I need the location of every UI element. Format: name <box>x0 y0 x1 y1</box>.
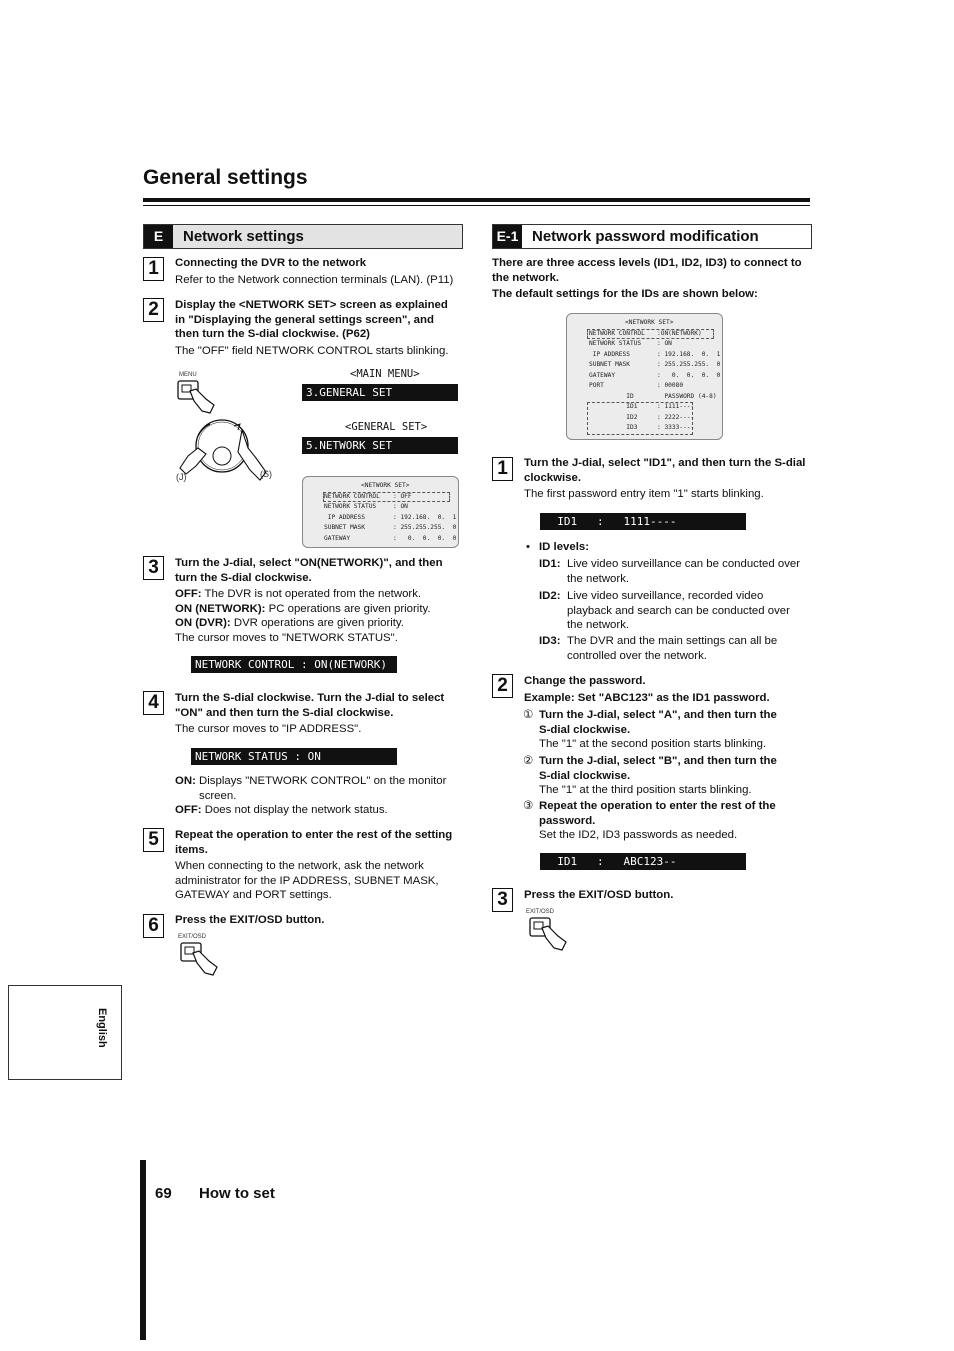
definition: The DVR and the main settings can all be <box>567 635 778 647</box>
step-instruction: clockwise. <box>524 471 581 484</box>
step-instruction: Display the <NETWORK SET> screen as explained <box>175 299 448 311</box>
exit-osd-button-label: EXIT/OSD <box>178 934 207 940</box>
exit-osd-button-press-icon <box>179 941 225 979</box>
definition: playback and search can be conducted over <box>567 604 790 617</box>
substep-instruction: Repeat the operation to enter the rest of the <box>539 800 776 812</box>
language-tab-label: English <box>96 1008 108 1048</box>
screen-row-value: : ON <box>657 340 672 347</box>
screen-row-value: : 192.168. 0. 1 <box>657 350 721 358</box>
step-instruction: in "Displaying the general settings screen", and <box>175 313 434 326</box>
screen-heading: <NETWORK SET> <box>361 482 410 489</box>
page-title: General settings <box>143 166 308 189</box>
step-instruction: Connecting the DVR to the network <box>175 257 367 269</box>
section-heading: Network settings <box>183 228 304 245</box>
step-number: 3 <box>143 556 164 580</box>
step-instruction: Turn the J-dial, select "ID1", and then turn the S-dial <box>524 457 806 469</box>
screen-row-label: IP ADDRESS <box>589 350 630 358</box>
definition: DVR operations are given priority. <box>230 617 404 629</box>
main-menu-heading: <MAIN MENU> <box>350 368 420 380</box>
screen-row-label: ID1 <box>589 403 638 410</box>
screen-row-value: : 0. 0. 0. 0 <box>393 534 457 542</box>
osd-network-status: NETWORK STATUS : ON <box>191 748 397 765</box>
page-number: 69 <box>155 1185 172 1202</box>
definition: screen. <box>199 789 237 802</box>
definition: the network. <box>567 619 630 631</box>
definition: Displays "NETWORK CONTROL" on the monitor <box>195 775 447 787</box>
substep-b <box>539 754 819 798</box>
screen-row-value: : 00080 <box>657 382 684 389</box>
general-set-heading: <GENERAL SET> <box>345 421 428 433</box>
screen-row-value: : 3333---- <box>657 424 695 431</box>
step-number: 5 <box>143 828 164 852</box>
step-instruction: Press the EXIT/OSD button. <box>524 889 674 901</box>
step-note: The "OFF" field NETWORK CONTROL starts blinking. <box>175 344 449 357</box>
step-note: administrator for the IP ADDRESS, SUBNET MASK, <box>175 874 439 887</box>
term: ID3: <box>539 635 561 647</box>
footer-section-label: How to set <box>199 1185 275 1202</box>
step-5-text <box>175 828 467 903</box>
screen-row-label: NETWORK CONTROL <box>324 492 380 500</box>
screen-row-label: NETWORK STATUS <box>589 340 642 347</box>
screen-row-label: NETWORK CONTROL <box>589 329 645 337</box>
bullet: • <box>526 541 530 553</box>
screen-row-label: SUBNET MASK <box>324 524 365 531</box>
step-instruction: items. <box>175 843 208 856</box>
step-number: 6 <box>143 914 164 938</box>
screen-row-label: ID <box>589 392 634 400</box>
intro-line: There are three access levels (ID1, ID2, ID3) to connect to <box>492 257 802 269</box>
title-rule <box>143 198 810 202</box>
osd-id1-default: ID1 : 1111---- <box>540 513 746 530</box>
term: ON (NETWORK): <box>175 602 266 615</box>
term: ID2: <box>539 590 561 602</box>
step-instruction: Repeat the operation to enter the rest of the setting <box>175 829 453 841</box>
step-instruction: Turn the S-dial clockwise. Turn the J-dial to select <box>175 692 445 704</box>
step-instruction: Press the EXIT/OSD button. <box>175 914 325 926</box>
screen-row-value: : 0. 0. 0. 0 <box>657 371 721 379</box>
menu-button-label: MENU <box>179 372 197 378</box>
substep-a-mark: ① <box>523 709 534 721</box>
screen-row-value: : 255.255.255. 0 <box>393 524 457 531</box>
intro-line: the network. <box>492 271 560 284</box>
intro-line: The default settings for the IDs are shown below: <box>492 288 758 300</box>
screen-row-label: PORT <box>589 382 604 389</box>
substep-instruction: S-dial clockwise. <box>539 723 631 736</box>
step-number: 4 <box>143 691 164 715</box>
screen-row-label: IP ADDRESS <box>324 513 365 521</box>
substep-b-mark: ② <box>523 755 534 767</box>
exit-osd-button-label: EXIT/OSD <box>526 909 555 915</box>
substep-note: The "1" at the third position starts blinking. <box>539 784 752 796</box>
screen-row-label: NETWORK STATUS <box>324 503 377 510</box>
step-1-text <box>175 256 465 287</box>
option-off <box>175 587 465 602</box>
term: ON: <box>175 775 196 787</box>
step-instruction: "ON" and then turn the S-dial clockwise. <box>175 706 394 719</box>
substep-instruction: Turn the J-dial, select "A", and then turn the <box>539 709 777 721</box>
step-4-options <box>175 774 465 818</box>
j-dial-label: (J) <box>176 472 187 482</box>
step-note: The cursor moves to "IP ADDRESS". <box>175 723 362 735</box>
term: OFF: <box>175 804 202 816</box>
definition: Does not display the network status. <box>201 804 388 816</box>
section-header-network-settings <box>143 224 463 249</box>
title-rule-thin <box>143 205 810 206</box>
definition: The DVR is not operated from the network. <box>201 588 422 600</box>
definition: PC operations are given priority. <box>265 602 431 615</box>
step-number: 1 <box>492 457 513 481</box>
step-number: 2 <box>143 298 164 322</box>
section-tag: E <box>144 225 173 248</box>
network-set-screen-left <box>302 476 459 548</box>
screen-row-value: : 1111---- <box>657 403 695 410</box>
step-note: The cursor moves to "NETWORK STATUS". <box>175 631 398 644</box>
option-on-dvr <box>175 616 465 631</box>
s-dial-label: (S) <box>260 469 272 479</box>
screen-row-value: PASSWORD (4-8) <box>657 392 717 400</box>
screen-row-label: ID3 <box>589 424 638 431</box>
screen-row-label: GATEWAY <box>589 371 616 379</box>
step-note: The first password entry item "1" starts blinking. <box>524 488 764 500</box>
exit-osd-button-press-icon <box>528 916 574 954</box>
right-step-2-heading <box>524 674 814 705</box>
substep-instruction: Turn the J-dial, select "B", and then turn the <box>539 755 777 767</box>
footer-bar <box>140 1160 146 1340</box>
screen-row-label: GATEWAY <box>324 534 351 542</box>
step-number: 2 <box>492 674 513 698</box>
step-number: 1 <box>143 257 164 281</box>
screen-row-value: : ON <box>393 503 408 510</box>
step-note: When connecting to the network, ask the network <box>175 860 424 872</box>
screen-row-value: : 255.255.255. 0 <box>657 361 721 368</box>
id-level-id2 <box>539 589 819 633</box>
substep-note: Set the ID2, ID3 passwords as needed. <box>539 829 738 841</box>
step-note: GATEWAY and PORT settings. <box>175 889 332 901</box>
network-set-screen-right <box>566 313 723 440</box>
step-instruction: then turn the S-dial clockwise. (P62) <box>175 328 370 340</box>
step-instruction: Example: Set "ABC123" as the ID1 password. <box>524 691 770 704</box>
step-4-text <box>175 691 465 737</box>
substep-instruction: S-dial clockwise. <box>539 769 631 782</box>
section-heading: Network password modification <box>532 228 759 245</box>
step-instruction: Change the password. <box>524 675 646 687</box>
menu-item-general-set[interactable]: 3.GENERAL SET <box>302 384 458 401</box>
osd-id1-abc123: ID1 : ABC123-- <box>540 853 746 870</box>
section-tag: E-1 <box>493 225 522 248</box>
screen-row-label: SUBNET MASK <box>589 361 630 368</box>
definition: Live video surveillance can be conducted over <box>567 558 801 570</box>
step-number: 3 <box>492 888 513 912</box>
term: OFF: <box>175 588 202 600</box>
step-note: Refer to the Network connection terminals (LAN). (P11) <box>175 273 454 286</box>
substep-c <box>539 799 819 843</box>
screen-row-value: :ON(NETWORK) <box>657 329 702 337</box>
step-3-text <box>175 556 465 645</box>
screen-row-label: ID2 <box>589 413 638 421</box>
screen-row-value: : 2222---- <box>657 413 695 421</box>
term: ID1: <box>539 558 561 570</box>
definition: Live video surveillance, recorded video <box>567 590 764 602</box>
substep-a <box>539 708 819 752</box>
menu-item-network-set[interactable]: 5.NETWORK SET <box>302 437 458 454</box>
right-step-1-text <box>524 456 814 502</box>
substep-instruction: password. <box>539 814 596 827</box>
definition: controlled over the network. <box>567 649 707 662</box>
substep-note: The "1" at the second position starts blinking. <box>539 738 767 750</box>
step-2-text <box>175 298 465 358</box>
menu-button-press-icon <box>176 379 222 417</box>
screen-heading: <NETWORK SET> <box>625 319 674 326</box>
id-levels-heading: ID levels: <box>539 541 590 553</box>
screen-row-value: : OFF <box>393 492 412 500</box>
id-level-id3 <box>539 634 819 663</box>
term: ON (DVR): <box>175 617 231 629</box>
substep-c-mark: ③ <box>523 800 534 812</box>
option-on-network <box>175 602 465 617</box>
intro-text <box>492 256 812 302</box>
section-header-password-modification <box>492 224 812 249</box>
id-level-id1 <box>539 557 819 586</box>
screen-row-value: : 192.168. 0. 1 <box>393 513 457 521</box>
definition: the network. <box>567 572 630 585</box>
step-instruction: turn the S-dial clockwise. <box>175 571 312 584</box>
osd-network-control: NETWORK CONTROL : ON(NETWORK) <box>191 656 397 673</box>
step-instruction: Turn the J-dial, select "ON(NETWORK)", and then <box>175 557 443 569</box>
